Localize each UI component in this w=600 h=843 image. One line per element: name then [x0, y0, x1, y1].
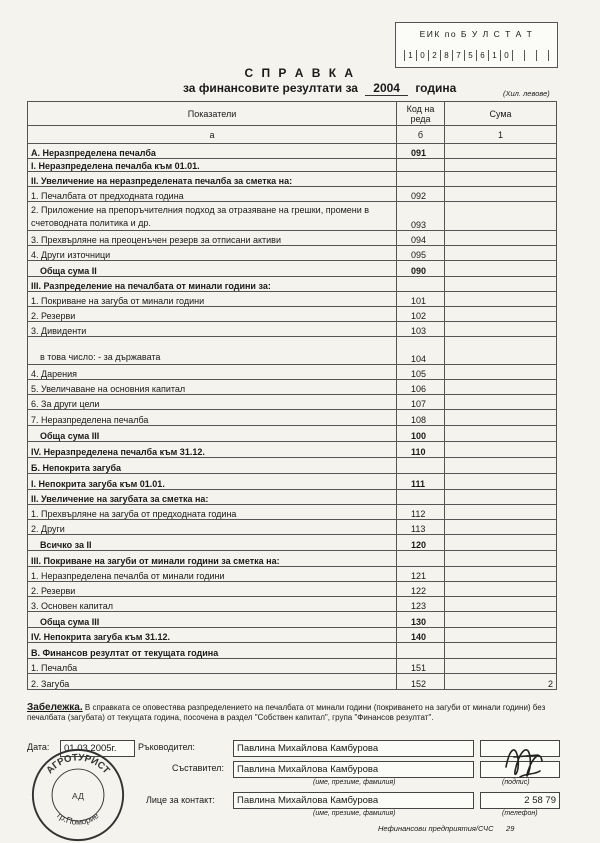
- row-label: в това число: - за държавата: [28, 337, 397, 365]
- row-label: IV. Непокрита загуба към 31.12.: [28, 628, 397, 643]
- row-code: 105: [397, 365, 445, 380]
- row-label: Обща сума II: [28, 261, 397, 277]
- row-sum-field[interactable]: [445, 231, 557, 246]
- row-label: А. Неразпределена печалба: [28, 144, 397, 159]
- table-row: [28, 567, 557, 582]
- row-code: [397, 551, 445, 567]
- col-header-code: Код на реда: [397, 102, 445, 126]
- row-sum-field[interactable]: [445, 172, 557, 187]
- table-row: [28, 144, 557, 159]
- row-sum-field[interactable]: [445, 202, 557, 231]
- manager-label: Ръководител:: [138, 742, 195, 752]
- row-sum-field[interactable]: [445, 159, 557, 172]
- table-row: [28, 202, 557, 231]
- svg-text:гр.Поморие: [55, 810, 100, 827]
- table-row: [28, 246, 557, 261]
- row-sum-field[interactable]: [445, 395, 557, 410]
- table-row: [28, 365, 557, 380]
- row-label: 1. Прехвърляне на загуба от предходната година: [28, 505, 397, 520]
- row-sum-field[interactable]: [445, 520, 557, 535]
- row-label: 2. Други: [28, 520, 397, 535]
- row-sum-field[interactable]: [445, 426, 557, 442]
- phone-field[interactable]: 2 58 79: [480, 792, 560, 809]
- row-sum-field[interactable]: [445, 292, 557, 307]
- form-note-text: Нефинансови предприятия/СЧС: [378, 824, 494, 833]
- row-code: 091: [397, 144, 445, 159]
- note: [27, 703, 557, 723]
- page-number: 29: [506, 824, 515, 833]
- col-header-sum: Сума: [445, 102, 557, 126]
- signature-scribble: [500, 737, 548, 787]
- row-sum-field[interactable]: [445, 628, 557, 643]
- row-sum-field[interactable]: [445, 410, 557, 426]
- table-row: [28, 410, 557, 426]
- row-label: 1. Покриване на загуба от минали години: [28, 292, 397, 307]
- row-code: 106: [397, 380, 445, 395]
- table-row: [28, 231, 557, 246]
- row-label: Обща сума III: [28, 426, 397, 442]
- row-code: 104: [397, 337, 445, 365]
- table-row: [28, 395, 557, 410]
- preparer-label: Съставител:: [172, 763, 224, 773]
- row-code: 102: [397, 307, 445, 322]
- stamp-top-text: АГРОТУРИСТ: [44, 752, 112, 777]
- eik-digit[interactable]: [512, 50, 524, 61]
- row-code: 113: [397, 520, 445, 535]
- form-note: [378, 824, 514, 833]
- signature-hint: (подпис): [502, 779, 530, 786]
- row-sum-field[interactable]: [445, 337, 557, 365]
- subtitle-suffix: година: [415, 81, 457, 95]
- manager-field[interactable]: Павлина Михайлова Камбурова: [233, 740, 474, 757]
- table-row: [28, 520, 557, 535]
- row-code: [397, 159, 445, 172]
- row-sum-field[interactable]: 2: [445, 674, 557, 690]
- row-sum-field[interactable]: [445, 261, 557, 277]
- table-row: [28, 474, 557, 490]
- row-sum-field[interactable]: [445, 582, 557, 597]
- phone-hint: (телефон): [502, 810, 538, 817]
- row-code: 100: [397, 426, 445, 442]
- row-code: 092: [397, 187, 445, 202]
- row-code: 101: [397, 292, 445, 307]
- row-code: 095: [397, 246, 445, 261]
- row-label: В. Финансов резултат от текущата година: [28, 643, 397, 659]
- company-stamp: [30, 747, 126, 843]
- eik-digit[interactable]: 2: [428, 50, 440, 61]
- row-label: Б. Непокрита загуба: [28, 458, 397, 474]
- table-row: [28, 292, 557, 307]
- eik-digit[interactable]: 0: [416, 50, 428, 61]
- document-subtitle: [183, 81, 456, 96]
- preparer-field[interactable]: Павлина Михайлова Камбурова: [233, 761, 474, 778]
- row-sum-field[interactable]: [445, 187, 557, 202]
- row-label: 3. Дивиденти: [28, 322, 397, 337]
- row-sum-field[interactable]: [445, 246, 557, 261]
- row-sum-field[interactable]: [445, 643, 557, 659]
- row-sum-field[interactable]: [445, 474, 557, 490]
- row-code: [397, 277, 445, 292]
- row-code: 090: [397, 261, 445, 277]
- row-sum-field[interactable]: [445, 597, 557, 612]
- row-label: 1. Печалба: [28, 659, 397, 674]
- table-row: [28, 307, 557, 322]
- report-year[interactable]: 2004: [365, 81, 408, 96]
- row-sum-field[interactable]: [445, 322, 557, 337]
- contact-label: Лице за контакт:: [146, 795, 215, 805]
- row-sum-field[interactable]: [445, 551, 557, 567]
- table-row: [28, 582, 557, 597]
- table-row: [28, 643, 557, 659]
- table-row: [28, 187, 557, 202]
- date-field[interactable]: 01.03.2005г.: [60, 740, 135, 757]
- document-title: С П Р А В К А: [244, 66, 356, 80]
- eik-digit[interactable]: [536, 50, 549, 61]
- row-code: 112: [397, 505, 445, 520]
- row-sum-field[interactable]: [445, 277, 557, 292]
- table-row: [28, 261, 557, 277]
- table-row: [28, 172, 557, 187]
- table-row: [28, 628, 557, 643]
- table-row: [28, 597, 557, 612]
- subtitle-prefix: за финансовите резултати за: [183, 81, 358, 95]
- note-title: Забележка.: [27, 702, 83, 713]
- row-sum-field[interactable]: [445, 490, 557, 505]
- row-code: 094: [397, 231, 445, 246]
- row-code: [397, 458, 445, 474]
- table-row: [28, 612, 557, 628]
- name-hint: (име, презиме, фамилия): [313, 779, 396, 786]
- col-sub-code: б: [397, 126, 445, 144]
- row-code: 130: [397, 612, 445, 628]
- col-sub-indicators: а: [28, 126, 397, 144]
- row-label: I. Неразпределена печалба към 01.01.: [28, 159, 397, 172]
- table-row: [28, 322, 557, 337]
- name-hint-2: (име, презиме, фамилия): [313, 810, 396, 817]
- row-code: 093: [397, 202, 445, 231]
- row-sum-field[interactable]: [445, 567, 557, 582]
- row-sum-field[interactable]: [445, 380, 557, 395]
- stamp-bottom-text: гр.Поморие: [55, 810, 101, 827]
- stamp-middle-text: АД: [72, 790, 84, 801]
- row-label: 2. Резерви: [28, 307, 397, 322]
- row-label: 6. За други цели: [28, 395, 397, 410]
- row-code: 108: [397, 410, 445, 426]
- date-label: Дата:: [27, 742, 50, 752]
- table-row: [28, 337, 557, 365]
- row-code: [397, 490, 445, 505]
- row-sum-field[interactable]: [445, 144, 557, 159]
- row-label: I. Непокрита загуба към 01.01.: [28, 474, 397, 490]
- row-sum-field[interactable]: [445, 458, 557, 474]
- eik-box: [395, 22, 558, 68]
- row-sum-field[interactable]: [445, 535, 557, 551]
- table-row: [28, 159, 557, 172]
- col-sub-sum: 1: [445, 126, 557, 144]
- row-label: 4. Дарения: [28, 365, 397, 380]
- row-code: 111: [397, 474, 445, 490]
- row-label: IV. Неразпределена печалба към 31.12.: [28, 442, 397, 458]
- table-row: [28, 458, 557, 474]
- row-code: 140: [397, 628, 445, 643]
- table-row: [28, 551, 557, 567]
- row-code: 123: [397, 597, 445, 612]
- table-row: [28, 442, 557, 458]
- table-row: [28, 505, 557, 520]
- row-label: Всичко за II: [28, 535, 397, 551]
- table-row: [28, 535, 557, 551]
- row-code: [397, 172, 445, 187]
- eik-label: ЕИК по Б У Л С Т А Т: [419, 29, 534, 39]
- table-row: [28, 426, 557, 442]
- row-sum-field[interactable]: [445, 612, 557, 628]
- table-row: [28, 659, 557, 674]
- row-label: 7. Неразпределена печалба: [28, 410, 397, 426]
- row-label: 5. Увеличаване на основния капитал: [28, 380, 397, 395]
- row-sum-field[interactable]: [445, 442, 557, 458]
- note-text: В справката се оповестява разпределението на печалбата от минали години (покриването на загуби от минали години) без печалбата (загубата) от текущата година, посочена в раздел "Собствен капитал", група "Финансов резултат".: [27, 703, 546, 722]
- eik-digit[interactable]: 5: [464, 50, 476, 61]
- row-code: 121: [397, 567, 445, 582]
- row-code: 152: [397, 674, 445, 690]
- row-label: 4. Други източници: [28, 246, 397, 261]
- row-code: 103: [397, 322, 445, 337]
- units-note: (Хил. левове): [503, 89, 550, 98]
- row-label: 1. Печалбата от предходната година: [28, 187, 397, 202]
- row-label: II. Увеличение на неразпределената печалба за сметка на:: [28, 172, 397, 187]
- eik-digit[interactable]: 0: [500, 50, 512, 61]
- col-header-indicators: Показатели: [28, 102, 397, 126]
- row-code: 151: [397, 659, 445, 674]
- table-row: [28, 674, 557, 690]
- row-label: 2. Резерви: [28, 582, 397, 597]
- eik-digit[interactable]: 8: [440, 50, 452, 61]
- row-label: 3. Прехвърляне на преоценъчен резерв за отписани активи: [28, 231, 397, 246]
- eik-digit[interactable]: [524, 50, 536, 61]
- row-sum-field[interactable]: [445, 505, 557, 520]
- row-label: 1. Неразпределена печалба от минали години: [28, 567, 397, 582]
- table-body: [28, 144, 557, 690]
- row-code: [397, 643, 445, 659]
- eik-digits: [404, 50, 549, 61]
- eik-digit[interactable]: 1: [404, 50, 416, 61]
- row-label: 2. Загуба: [28, 674, 397, 690]
- row-label: 2. Приложение на препоръчителния подход за отразяване на грешки, промени в счетоводната политика и др.: [28, 202, 397, 231]
- table-row: [28, 277, 557, 292]
- row-code: 110: [397, 442, 445, 458]
- row-label: III. Покриване на загуби от минали години за сметка на:: [28, 551, 397, 567]
- table-row: [28, 490, 557, 505]
- row-label: Обща сума III: [28, 612, 397, 628]
- eik-digit[interactable]: 1: [488, 50, 500, 61]
- row-code: 120: [397, 535, 445, 551]
- row-label: II. Увеличение на загубата за сметка на:: [28, 490, 397, 505]
- row-sum-field[interactable]: [445, 307, 557, 322]
- table-row: [28, 380, 557, 395]
- row-label: 3. Основен капитал: [28, 597, 397, 612]
- eik-digit[interactable]: 7: [452, 50, 464, 61]
- contact-field[interactable]: Павлина Михайлова Камбурова: [233, 792, 474, 809]
- row-label: III. Разпределение на печалбата от минали години за:: [28, 277, 397, 292]
- row-code: 107: [397, 395, 445, 410]
- financial-results-table: [27, 101, 557, 690]
- row-sum-field[interactable]: [445, 365, 557, 380]
- row-code: 122: [397, 582, 445, 597]
- eik-digit[interactable]: 6: [476, 50, 488, 61]
- row-sum-field[interactable]: [445, 659, 557, 674]
